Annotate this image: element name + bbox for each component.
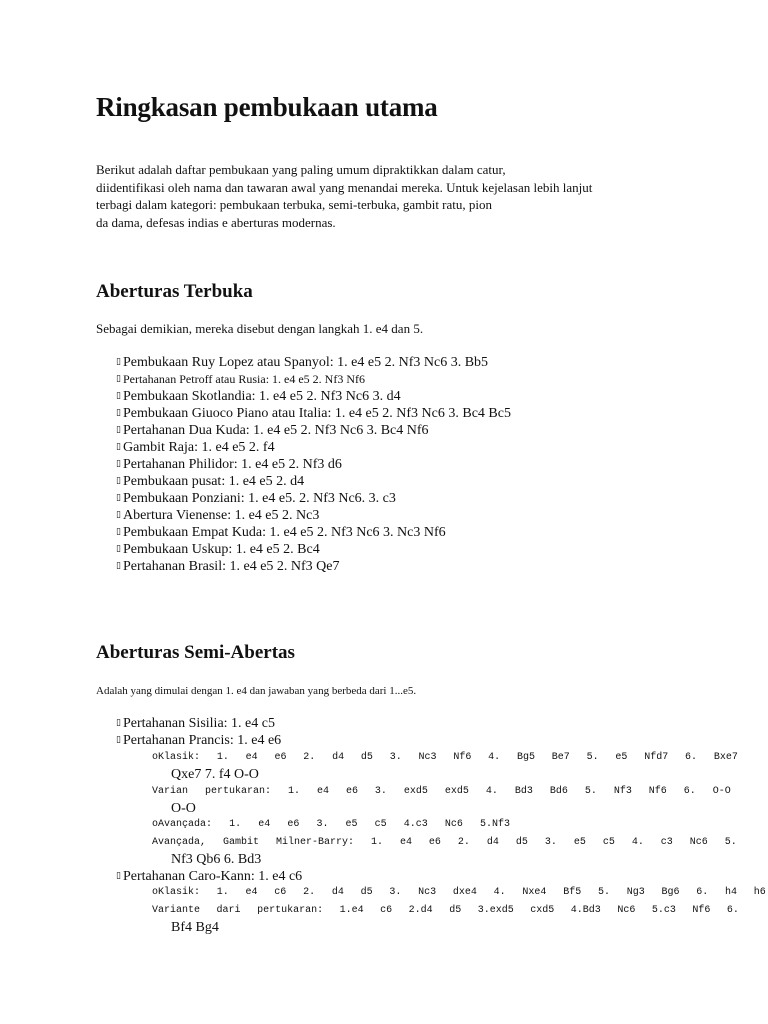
move-token: 1. [287,786,300,797]
move-token: 6. [696,887,709,898]
move-token: 5. [586,752,599,763]
move-token: Nc6 [444,819,463,830]
open-section-intro: Sebagai demikian, mereka disebut dengan langkah 1. e4 dan 5. [96,321,424,336]
move-token: e6 [287,819,300,830]
variation-continuation: Qxe7 7. f4 O-O [171,767,259,782]
move-token: oKlasik: [152,752,201,763]
move-token: 2. [303,752,316,763]
move-token: 5. [724,837,737,848]
move-token: e4 [245,887,258,898]
move-token: Varian [152,786,189,797]
move-token: oAvançada: [152,819,213,830]
variation-continuation: Bf4 Bg4 [171,920,219,935]
move-token: d4 [331,887,344,898]
move-token: h6 [753,887,766,898]
checkbox-bullet-icon: ▯ [116,718,121,728]
move-token: e4 [245,752,258,763]
move-token: Nf6 [648,786,667,797]
move-token: Milner-Barry: [275,837,354,848]
move-token: 4. [485,786,498,797]
move-token: 3. [544,837,557,848]
move-token: oKlasik: [152,887,201,898]
variation-line [152,819,510,830]
move-token: Nf3 [613,786,632,797]
checkbox-bullet-icon: ▯ [116,493,121,503]
move-token: e4 [399,837,412,848]
move-token: Gambit [222,837,259,848]
move-token: Avançada, [152,837,207,848]
move-token: e6 [274,752,287,763]
list-item: ▯ Pertahanan Philidor: 1. e4 e5 2. Nf3 d6 [116,457,342,472]
move-token: Be7 [551,752,570,763]
move-token: 6. [683,786,696,797]
move-token: Nf6 [692,905,711,916]
move-token: dari [216,905,241,916]
move-token: d5 [360,887,373,898]
variation-line [152,837,737,848]
move-token: 1. [229,819,242,830]
list-item: ▯ Pertahanan Sisilia: 1. e4 c5 [116,716,275,731]
move-token: e5 [615,752,628,763]
list-item: ▯ Gambit Raja: 1. e4 e5 2. f4 [116,440,275,455]
checkbox-bullet-icon: ▯ [116,391,121,401]
semi-openings-list [116,715,281,749]
move-token: 1. [216,887,229,898]
checkbox-bullet-icon: ▯ [116,476,121,486]
move-token: Nfd7 [644,752,669,763]
move-token: O-O [712,786,731,797]
move-token: c3 [660,837,673,848]
move-token: Nxe4 [522,887,547,898]
move-token: 6. [685,752,698,763]
checkbox-bullet-icon: ▯ [116,408,121,418]
move-token: Nc6 [689,837,708,848]
move-token: 5.Nf3 [479,819,510,830]
semi-openings-list-continued [116,868,302,885]
variation-line [152,752,738,763]
move-token: 3. [389,752,402,763]
move-token: Bxe7 [713,752,738,763]
variation-line [152,887,766,898]
move-token: c5 [602,837,615,848]
move-token: 1. [216,752,229,763]
move-token: c5 [374,819,387,830]
move-token: 3.exd5 [477,905,514,916]
move-token: Variante [152,905,201,916]
list-item: ▯ Pertahanan Brasil: 1. e4 e5 2. Nf3 Qe7 [116,559,340,574]
list-item: ▯ Pembukaan Ponziani: 1. e4 e5. 2. Nf3 Nc6. 3. c3 [116,491,396,506]
move-token: Bd6 [549,786,568,797]
move-token: e4 [258,819,271,830]
move-token: 3. [389,887,402,898]
move-token: exd5 [403,786,428,797]
intro-line: da dama, defesas indias e aberturas modernas. [96,214,336,230]
move-token: 1.e4 [339,905,364,916]
checkbox-bullet-icon: ▯ [116,442,121,452]
intro-paragraph [96,161,592,231]
checkbox-bullet-icon: ▯ [116,374,121,384]
variation-line [152,905,739,916]
move-token: c6 [274,887,287,898]
checkbox-bullet-icon: ▯ [116,510,121,520]
move-token: 4.c3 [403,819,428,830]
list-item: ▯ Pertahanan Caro-Kann: 1. e4 c6 [116,869,303,884]
move-token: 1. [370,837,383,848]
move-token: e4 [316,786,329,797]
move-token: 3. [316,819,329,830]
move-token: Bg6 [661,887,680,898]
list-item: ▯ Pembukaan Giuoco Piano atau Italia: 1. e4 e5 2. Nf3 Nc6 3. Bc4 Bc5 [116,406,511,421]
move-token: Bd3 [514,786,533,797]
move-token: 4. [493,887,506,898]
intro-line: Berikut adalah daftar pembukaan yang paling umum dipraktikkan dalam catur, [96,162,506,177]
checkbox-bullet-icon: ▯ [116,459,121,469]
move-token: dxe4 [452,887,477,898]
checkbox-bullet-icon: ▯ [116,871,121,881]
move-token: 2. [457,837,470,848]
list-item: ▯ Abertura Vienense: 1. e4 e5 2. Nc3 [116,508,320,523]
page-title: Ringkasan pembukaan utama [96,92,438,122]
move-token: 4. [631,837,644,848]
move-token: d4 [486,837,499,848]
section-heading-open: Aberturas Terbuka [96,281,253,302]
move-token: Bg5 [516,752,535,763]
move-token: pertukaran: [257,905,324,916]
variation-continuation: Nf3 Qb6 6. Bd3 [171,852,262,867]
move-token: e5 [573,837,586,848]
move-token: d5 [449,905,462,916]
move-token: 2.d4 [408,905,433,916]
move-token: e6 [345,786,358,797]
list-item: ▯ Pertahanan Petroff atau Rusia: 1. e4 e5 2. Nf3 Nf6 [116,372,365,386]
move-token: d4 [332,752,345,763]
list-item: ▯ Pertahanan Dua Kuda: 1. e4 e5 2. Nf3 Nc6 3. Bc4 Nf6 [116,423,429,438]
list-item: ▯ Pembukaan pusat: 1. e4 e5 2. d4 [116,474,305,489]
intro-line: diidentifikasi oleh nama dan tawaran awal yang menandai mereka. Untuk kejelasan lebih lanjut [96,179,593,195]
variation-line [152,786,731,797]
checkbox-bullet-icon: ▯ [116,561,121,571]
move-token: d5 [360,752,373,763]
move-token: 4.Bd3 [570,905,601,916]
list-item: ▯ Pembukaan Empat Kuda: 1. e4 e5 2. Nf3 Nc6 3. Nc3 Nf6 [116,525,446,540]
move-token: pertukaran: [204,786,271,797]
checkbox-bullet-icon: ▯ [116,544,121,554]
checkbox-bullet-icon: ▯ [116,425,121,435]
move-token: Ng3 [626,887,645,898]
move-token: Nc3 [418,887,437,898]
section-heading-semi-open: Aberturas Semi-Abertas [96,642,295,663]
move-token: cxd5 [530,905,555,916]
move-token: Nc3 [418,752,437,763]
checkbox-bullet-icon: ▯ [116,357,121,367]
move-token: 5. [584,786,597,797]
checkbox-bullet-icon: ▯ [116,735,121,745]
move-token: h4 [725,887,738,898]
move-token: Nf6 [453,752,472,763]
move-token: c6 [380,905,393,916]
intro-line: terbagi dalam kategori: pembukaan terbuka, semi-terbuka, gambit ratu, pion [96,197,493,212]
list-item: ▯ Pembukaan Uskup: 1. e4 e5 2. Bc4 [116,542,320,557]
move-token: 3. [374,786,387,797]
move-token: 2. [303,887,316,898]
list-item: ▯ Pembukaan Skotlandia: 1. e4 e5 2. Nf3 Nc6 3. d4 [116,389,401,404]
variation-continuation: O-O [171,801,196,816]
move-token: d5 [515,837,528,848]
list-item: ▯ Pembukaan Ruy Lopez atau Spanyol: 1. e4 e5 2. Nf3 Nc6 3. Bb5 [116,355,489,370]
move-token: Bf5 [563,887,582,898]
move-token: 5.c3 [651,905,676,916]
list-item: ▯ Pertahanan Prancis: 1. e4 e6 [116,733,282,748]
checkbox-bullet-icon: ▯ [116,527,121,537]
move-token: 5. [597,887,610,898]
open-openings-list [116,354,511,575]
move-token: e5 [345,819,358,830]
move-token: Nc6 [617,905,636,916]
move-token: e6 [428,837,441,848]
move-token: exd5 [444,786,469,797]
move-token: 4. [488,752,501,763]
semi-section-intro: Adalah yang dimulai dengan 1. e4 dan jawaban yang berbeda dari 1...e5. [96,685,417,697]
move-token: 6. [726,905,739,916]
